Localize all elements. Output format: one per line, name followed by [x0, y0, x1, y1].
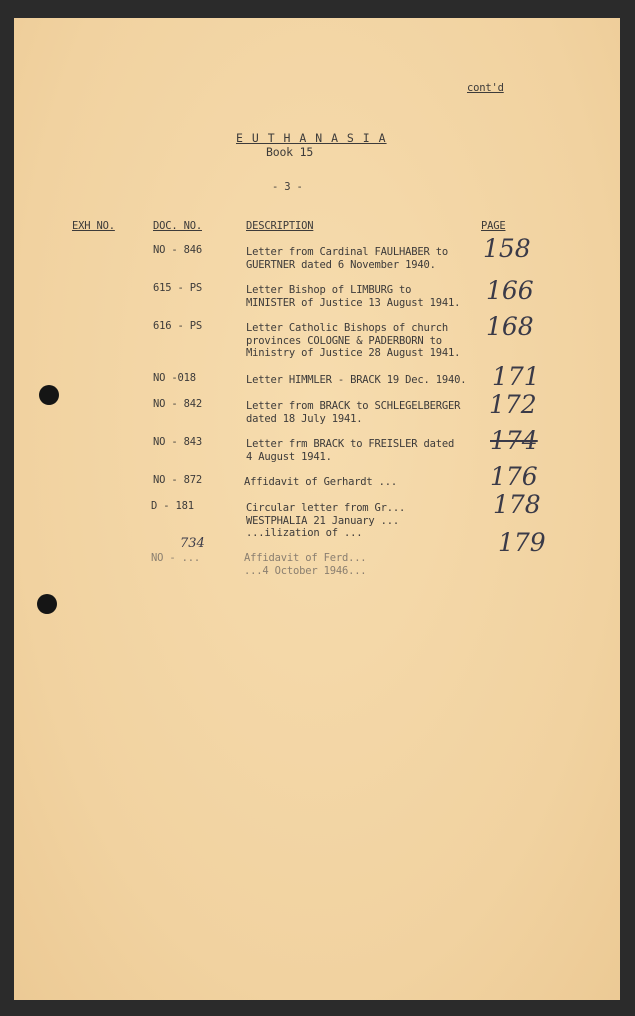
row-description-line: Ministry of Justice 28 August 1941.	[246, 347, 461, 359]
row-description	[246, 400, 460, 425]
column-header-doc-no: DOC. NO.	[153, 220, 202, 232]
column-header-exh-no: EXH NO.	[72, 220, 115, 232]
row-description-line: Affidavit of Ferd...	[244, 552, 367, 564]
row-description-line: Letter Bishop of LIMBURG to	[246, 284, 412, 296]
row-description-line: dated 18 July 1941.	[246, 412, 363, 425]
row-description	[246, 374, 466, 387]
row-doc-no: 616 - PS	[153, 320, 202, 332]
row-description	[246, 438, 454, 463]
row-description-line: 4 August 1941.	[246, 450, 332, 463]
row-page-handwritten: 166	[486, 276, 534, 305]
row-page-handwritten: 171	[492, 362, 540, 391]
row-description-line: MINISTER of Justice 13 August 1941.	[246, 296, 461, 309]
row-doc-no: NO - 872	[153, 474, 202, 486]
row-description	[244, 552, 366, 577]
row-doc-no: NO - ...	[151, 552, 200, 564]
row-page-handwritten: 176	[490, 462, 538, 491]
row-description	[246, 246, 448, 271]
row-description-line: Affidavit of Gerhardt ...	[244, 476, 398, 488]
row-doc-no: 615 - PS	[153, 282, 202, 294]
punch-hole-top	[39, 385, 59, 405]
row-description-line: ...4 October 1946...	[244, 564, 367, 577]
row-description-line: Circular letter from Gr...	[246, 502, 406, 514]
row-doc-no: NO - 846	[153, 244, 202, 256]
row-page-handwritten: 168	[486, 312, 534, 341]
row-description-line: Letter HIMMLER - BRACK 19 Dec. 1940.	[246, 374, 467, 386]
row-description-line: provinces COLOGNE & PADERBORN to	[246, 334, 442, 347]
row-description	[244, 476, 397, 489]
row-doc-no: NO - 843	[153, 436, 202, 448]
row-page-handwritten: 172	[489, 390, 537, 419]
row-page-handwritten: 179	[498, 528, 546, 557]
row-doc-no: NO - 842	[153, 398, 202, 410]
row-description-line: Letter from BRACK to SCHLEGELBERGER	[246, 400, 461, 412]
row-doc-no: NO -018	[153, 372, 196, 384]
column-header-page: PAGE	[481, 220, 506, 232]
row-description-line: Letter from Cardinal FAULHABER to	[246, 246, 449, 258]
row-page-handwritten: 174	[490, 426, 538, 455]
row-page-handwritten: 178	[493, 490, 541, 519]
row-description-line: GUERTNER dated 6 November 1940.	[246, 258, 436, 271]
row-description-line: Letter frm BRACK to FREISLER dated	[246, 438, 455, 450]
book-label: Book 15	[266, 145, 314, 159]
row-description	[246, 502, 405, 540]
row-description	[246, 322, 460, 360]
punch-hole-bottom	[37, 594, 57, 614]
column-header-description: DESCRIPTION	[246, 220, 314, 232]
handwritten-note: 734	[180, 536, 205, 551]
page-number: - 3 -	[272, 181, 303, 193]
row-description-line: Letter Catholic Bishops of church	[246, 322, 449, 334]
contd-label: cont'd	[467, 82, 504, 94]
document-title: E U T H A N A S I A	[236, 131, 387, 145]
row-description	[246, 284, 460, 309]
row-page-handwritten: 158	[483, 234, 531, 263]
row-description-line: WESTPHALIA 21 January ...	[246, 514, 400, 527]
row-description-line: ...ilization of ...	[246, 527, 363, 539]
row-doc-no: D - 181	[151, 500, 194, 512]
